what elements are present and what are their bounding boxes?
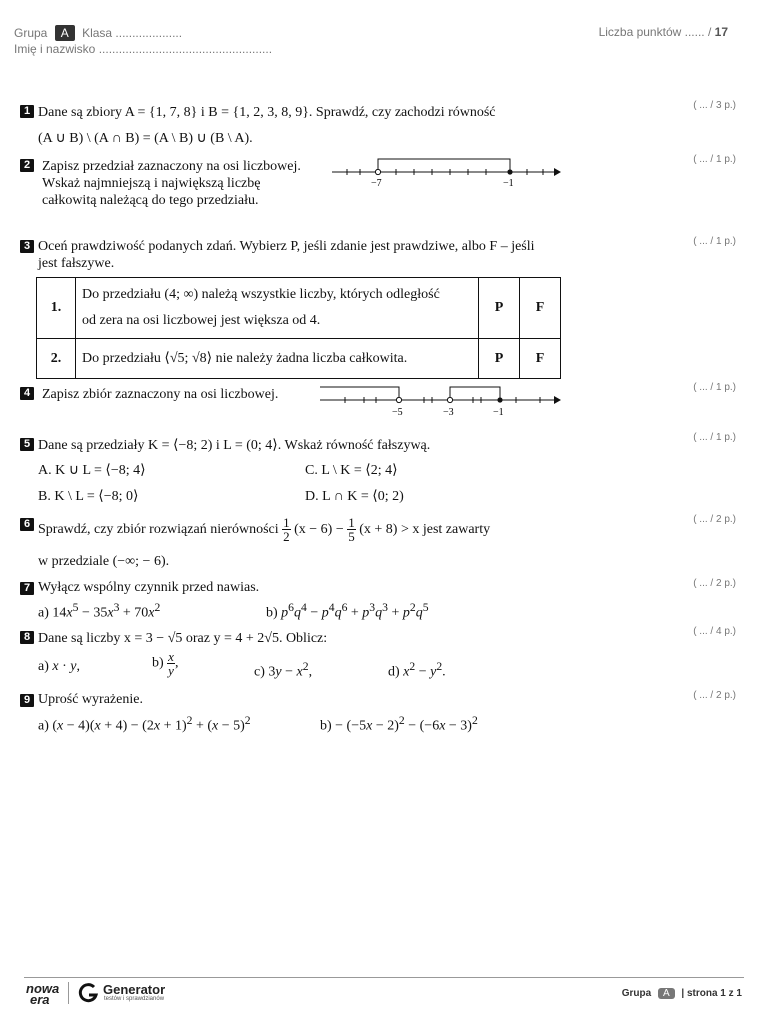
task-1-text: Dane są zbiory A = {1, 7, 8} i B = {1, 2, 3, 8, 9}. Sprawdź, czy zachodzi równość xyxy=(38,105,496,120)
axis-label-left: −7 xyxy=(371,178,382,189)
generator-logo-icon xyxy=(77,981,99,1005)
option-b[interactable]: B. K \ L = ⟨−8; 0⟩ xyxy=(38,489,139,504)
header-group xyxy=(14,25,182,41)
axis-label-b: −3 xyxy=(443,407,454,418)
task-number: 5 xyxy=(20,438,34,451)
task-8-b: b) $\frac{x}{y}$ , xyxy=(152,649,179,678)
option-d[interactable]: D. L ∩ K = ⟨0; 2) xyxy=(305,489,404,504)
task-8-text: Dane są liczby x = 3 − √5 oraz y = 4 + 2√5. Oblicz: xyxy=(38,631,328,646)
task-8-d: d) $x^2 - y^2$. xyxy=(388,660,446,680)
number-line-2 xyxy=(318,380,562,420)
statement-line1: Do przedziału (4; ∞) należą wszystkie liczby, których odległość xyxy=(82,287,440,302)
task-6-line2: w przedziale (−∞; − 6). xyxy=(38,554,170,569)
brand-line2: era xyxy=(30,992,50,1007)
closed-endpoint xyxy=(507,169,512,174)
fraction-denominator: 5 xyxy=(348,529,355,545)
footer-page-info xyxy=(622,988,742,999)
task-4 xyxy=(20,383,34,401)
generator-title: Generator xyxy=(103,982,166,997)
task-3-points: ( ... / 1 p.) xyxy=(693,236,736,247)
task-9-a: a) $(x - 4)(x + 4) - (2x + 1)^2 + (x - 5)^2$ xyxy=(38,714,251,734)
task-6-mid: (x − 6) − xyxy=(294,522,344,537)
table-row xyxy=(37,278,561,339)
option-c[interactable]: C. L \ K = ⟨2; 4⟩ xyxy=(305,463,398,478)
axis-label-c: −1 xyxy=(493,407,504,418)
task-6-text xyxy=(38,512,490,548)
footer-page-number: | strona 1 z 1 xyxy=(681,988,742,999)
task-8-points: ( ... / 4 p.) xyxy=(693,626,736,637)
group-badge: A xyxy=(55,25,75,41)
task-9-points: ( ... / 2 p.) xyxy=(693,690,736,701)
open-endpoint xyxy=(375,169,380,174)
fraction-denominator: 2 xyxy=(283,529,290,545)
nowa-era-logo xyxy=(26,983,59,1005)
task-3-line1: Oceń prawdziwość podanych zdań. Wybierz P, jeśli zdanie jest prawdziwe, albo F – jeśli xyxy=(38,239,535,254)
task-1 xyxy=(20,101,34,119)
footer-group-label: Grupa xyxy=(621,988,652,999)
points-label: Liczba punktów ...... / xyxy=(598,25,712,39)
task-5 xyxy=(20,434,34,452)
class-label: Klasa .................... xyxy=(82,26,183,40)
statement-cell xyxy=(76,278,479,339)
task-number: 6 xyxy=(20,518,34,531)
footer-divider xyxy=(24,977,744,978)
statement-cell: Do przedziału ⟨√5; √8⟩ nie należy żadna liczba całkowita. xyxy=(76,339,479,379)
task-8-a: a) x · y, xyxy=(38,659,80,674)
task-7 xyxy=(20,578,34,596)
answer-f[interactable]: F xyxy=(520,278,561,339)
footer-group-badge: A xyxy=(658,988,675,999)
points-header xyxy=(599,25,728,39)
task-7-b: b) $p^6q^4 - p^4q^6 + p^3q^3 + p^2q^5$ xyxy=(266,601,429,621)
task-5-points: ( ... / 1 p.) xyxy=(693,432,736,443)
task-number: 7 xyxy=(20,582,34,595)
fraction-1 xyxy=(282,516,291,543)
task-6-text-a: Sprawdź, czy zbiór rozwiązań nierówności xyxy=(38,522,279,537)
fraction-numerator: 1 xyxy=(348,515,355,531)
task-7-a: a) $14x^5 - 35x^3 + 70x^2$ xyxy=(38,601,161,621)
task-1-points: ( ... / 3 p.) xyxy=(693,100,736,111)
task-6-tail: (x + 8) > x jest zawarty xyxy=(359,522,491,537)
fraction-2 xyxy=(347,516,356,543)
name-label: Imię i nazwisko .................................................... xyxy=(14,42,273,56)
generator-subtitle: testów i sprawdzianów xyxy=(104,996,165,1002)
closed-endpoint xyxy=(497,397,502,402)
task-8-c: c) $3y - x^2$, xyxy=(254,660,313,680)
logo-divider xyxy=(68,982,69,1004)
row-number: 1. xyxy=(37,278,76,339)
fraction-numerator: 1 xyxy=(283,515,290,531)
task-3-line2: jest fałszywe. xyxy=(38,256,115,271)
option-a[interactable]: A. K ∪ L = ⟨−8; 4⟩ xyxy=(38,463,146,478)
task-9-text: Uprość wyrażenie. xyxy=(38,692,143,707)
task-2 xyxy=(20,155,34,173)
axis-label-a: −5 xyxy=(392,407,403,418)
open-endpoint xyxy=(396,397,401,402)
task-number: 9 xyxy=(20,694,34,707)
task-number: 4 xyxy=(20,387,34,400)
task-7-points: ( ... / 2 p.) xyxy=(693,578,736,589)
task-4-points: ( ... / 1 p.) xyxy=(693,382,736,393)
task-5-text: Dane są przedziały K = ⟨−8; 2) i L = (0; 4⟩. Wskaż równość fałszywą. xyxy=(38,438,431,453)
task-6 xyxy=(20,514,34,532)
axis-label-right: −1 xyxy=(503,178,514,189)
task-1-line2: (A ∪ B) \ (A ∩ B) = (A \ B) ∪ (B \ A). xyxy=(38,131,253,146)
points-total: 17 xyxy=(714,25,728,39)
task-number: 8 xyxy=(20,631,34,644)
table-row xyxy=(37,339,561,379)
answer-f[interactable]: F xyxy=(520,339,561,379)
task-2-line1: Zapisz przedział zaznaczony na osi liczbowej. xyxy=(42,159,301,174)
task-number: 1 xyxy=(20,105,34,118)
true-false-table xyxy=(36,277,561,379)
task-2-line2: Wskaż najmniejszą i największą liczbę xyxy=(42,176,261,191)
group-label: Grupa xyxy=(14,26,48,40)
answer-p[interactable]: P xyxy=(479,278,520,339)
task-8 xyxy=(20,627,34,645)
answer-p[interactable]: P xyxy=(479,339,520,379)
task-4-text: Zapisz zbiór zaznaczony na osi liczbowej. xyxy=(42,387,279,402)
task-6-points: ( ... / 2 p.) xyxy=(693,514,736,525)
task-number: 3 xyxy=(20,240,34,253)
task-9 xyxy=(20,690,34,708)
statement-line2: od zera na osi liczbowej jest większa od 4. xyxy=(82,313,321,328)
task-3 xyxy=(20,236,34,254)
task-2-points: ( ... / 1 p.) xyxy=(693,154,736,165)
task-2-line3: całkowitą należącą do tego przedziału. xyxy=(42,193,259,208)
open-endpoint xyxy=(447,397,452,402)
task-number: 2 xyxy=(20,159,34,172)
number-line-1 xyxy=(330,152,562,192)
brand-line1: nowa xyxy=(26,981,60,996)
task-9-b: $b) - (-5x - 2)^2 - (-6x - 3)^2$ xyxy=(320,714,478,734)
row-number: 2. xyxy=(37,339,76,379)
task-7-text: Wyłącz wspólny czynnik przed nawias. xyxy=(38,580,260,595)
